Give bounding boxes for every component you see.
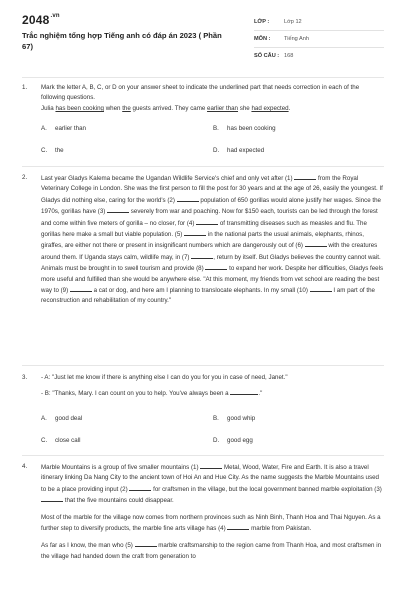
- blank-3: [107, 206, 129, 213]
- underlined-part: earlier than: [207, 104, 239, 112]
- dialogue-line-b: - B: "Thanks, Mary. I can count on you to help. You've always been a .": [41, 390, 263, 398]
- question-number: 1.: [22, 84, 28, 91]
- blank-7: [191, 252, 213, 259]
- option-text: earlier than: [55, 125, 86, 132]
- underlined-part: has been cooking: [55, 104, 104, 112]
- blank-5: [184, 229, 206, 236]
- answer-option[interactable]: [213, 125, 276, 132]
- question-sentence: Julia has been cooking when the guests arrived. They came earlier than she had expected.: [41, 104, 291, 112]
- blank-2: [177, 195, 199, 202]
- answer-option[interactable]: [213, 147, 264, 154]
- passage-paragraph-3: As far as I know, the man who (5) marble craftsmanship to the region came from Thanh Hoa, and most craftsmen in the village had handed down the craft from generation to: [41, 542, 382, 560]
- blank-4: [196, 218, 218, 225]
- logo-text: 2048: [22, 13, 50, 27]
- meta-value: 168: [284, 53, 294, 59]
- dialogue: [41, 373, 384, 400]
- meta-value: Tiếng Anh: [284, 36, 309, 42]
- answer-option[interactable]: [41, 125, 86, 132]
- answer-option[interactable]: [213, 437, 253, 444]
- answer-option[interactable]: [213, 415, 255, 422]
- passage: [41, 462, 384, 562]
- question-number: 2.: [22, 174, 28, 181]
- blank: [230, 388, 258, 395]
- blank-1: [200, 462, 222, 469]
- option-text: close call: [55, 437, 81, 444]
- option-text: had expected: [227, 147, 265, 154]
- option-letter: C.: [41, 437, 48, 444]
- blank-5: [135, 540, 157, 547]
- option-letter: A.: [41, 415, 47, 422]
- logo-suffix: .vn: [50, 13, 60, 19]
- passage-paragraph-1: Marble Mountains is a group of five smaller mountains (1) Metal, Wood, Water, Fire and Earth. It is also a travel itinerary linking Da Nang City to the ancient town of Hoi An and Hue City. As the name suggests the Marble Mountains used to be a place providing input (2) for craftsmen in the village, but the local government banned marble exploitation (3) that the five mountains could disappear.: [41, 464, 382, 505]
- passage-text: Last year Gladys Kalema became the Ugandan Wildlife Service's chief and only vet after (1) from the Royal Veterinary College in London. She was the first person to fill the post for 30 years and at the age of 26, easily the youngest. If Gladys did nothing else, caring for the world's (2) population of 650 gorillas would alone justify her wages. Since the 1970s, gorillas have (3) severely from war and poaching. Now for $150 each, tourists can be led through the forest and come within five meters of gorilla – no closer, for (4) of transmitting diseases such as measles and flu. The gorillas here make a small but viable population. (5) in the national parts the usual animals, elephants, rhinos, giraffes, are either not there or present in insignificant numbers which are dangerously out of (6) with the creatures around them. If Uganda stays calm, wildlife may, in (7) , return by itself. But Gladys believes the country cannot wait. Animals must be brought in to swell tourism and provide (8) to expand her work. Despite her difficulties, Gladys feels more useful and fulfilled than she would be anywhere else. "At this moment, my friends from vet school are reading the best way to (9) a cat or dog, and here am I planning to translocate elephants. In my small (10) I am part of the reconstruction and rehabilitation of my country.": [41, 175, 384, 305]
- meta-label: MÔN :: [254, 36, 271, 42]
- answer-option[interactable]: [41, 437, 80, 444]
- divider: [22, 365, 384, 366]
- passage: [41, 173, 384, 307]
- option-text: the: [55, 147, 64, 154]
- meta-panel: [254, 17, 384, 67]
- dialogue-line-a: - A: "Just let me know if there is anything else I can do you for you in case of need, Janet.": [41, 374, 288, 381]
- divider: [22, 166, 384, 167]
- page-title: Trắc nghiệm tổng hợp Tiếng anh có đáp án 2023 ( Phần 67): [22, 31, 222, 51]
- question-stem: [41, 83, 384, 114]
- blank-9: [70, 285, 92, 292]
- question-4: [22, 462, 384, 600]
- question-3: [22, 373, 384, 413]
- meta-row-count: [254, 51, 384, 64]
- option-text: good egg: [227, 437, 253, 444]
- meta-row-class: [254, 17, 384, 31]
- instruction-text: Mark the letter A, B, C, or D on your answer sheet to indicate the underlined part that needs correction in each of the following questions.: [41, 84, 360, 102]
- question-1: [22, 83, 384, 163]
- option-letter: C.: [41, 147, 48, 154]
- blank-8: [205, 263, 227, 270]
- underlined-part: had expected: [251, 104, 289, 112]
- meta-row-subject: [254, 34, 384, 48]
- option-letter: D.: [213, 437, 220, 444]
- option-letter: A.: [41, 125, 47, 132]
- option-text: good whip: [227, 415, 256, 422]
- passage-paragraph-2: Most of the marble for the village now comes from northern provinces such as Ninh Binh, Thanh Hoa and Thai Nguyen. As a further step to diversify products, the marble fine arts village has (4) marble from Pakistan.: [41, 513, 381, 533]
- question-number: 3.: [22, 374, 28, 381]
- blank-2: [129, 484, 151, 491]
- option-letter: D.: [213, 147, 220, 154]
- underlined-part: the: [122, 104, 131, 112]
- question-2: [22, 173, 384, 363]
- option-letter: B.: [213, 125, 219, 132]
- option-text: has been cooking: [227, 125, 276, 132]
- blank-1: [294, 173, 316, 180]
- option-text: good deal: [55, 415, 83, 422]
- answer-option[interactable]: [41, 415, 82, 422]
- blank-10: [310, 285, 332, 292]
- site-logo[interactable]: [22, 13, 60, 27]
- blank-4: [227, 523, 249, 530]
- meta-label: SỐ CÂU :: [254, 53, 280, 59]
- blank-3: [41, 495, 63, 502]
- meta-label: LỚP :: [254, 19, 270, 25]
- answer-option[interactable]: [41, 147, 64, 154]
- meta-value: Lớp 12: [284, 19, 302, 25]
- page-header: [0, 0, 400, 70]
- divider: [22, 455, 384, 456]
- blank-6: [305, 240, 327, 247]
- divider: [22, 77, 384, 78]
- question-number: 4.: [22, 463, 28, 470]
- option-letter: B.: [213, 415, 219, 422]
